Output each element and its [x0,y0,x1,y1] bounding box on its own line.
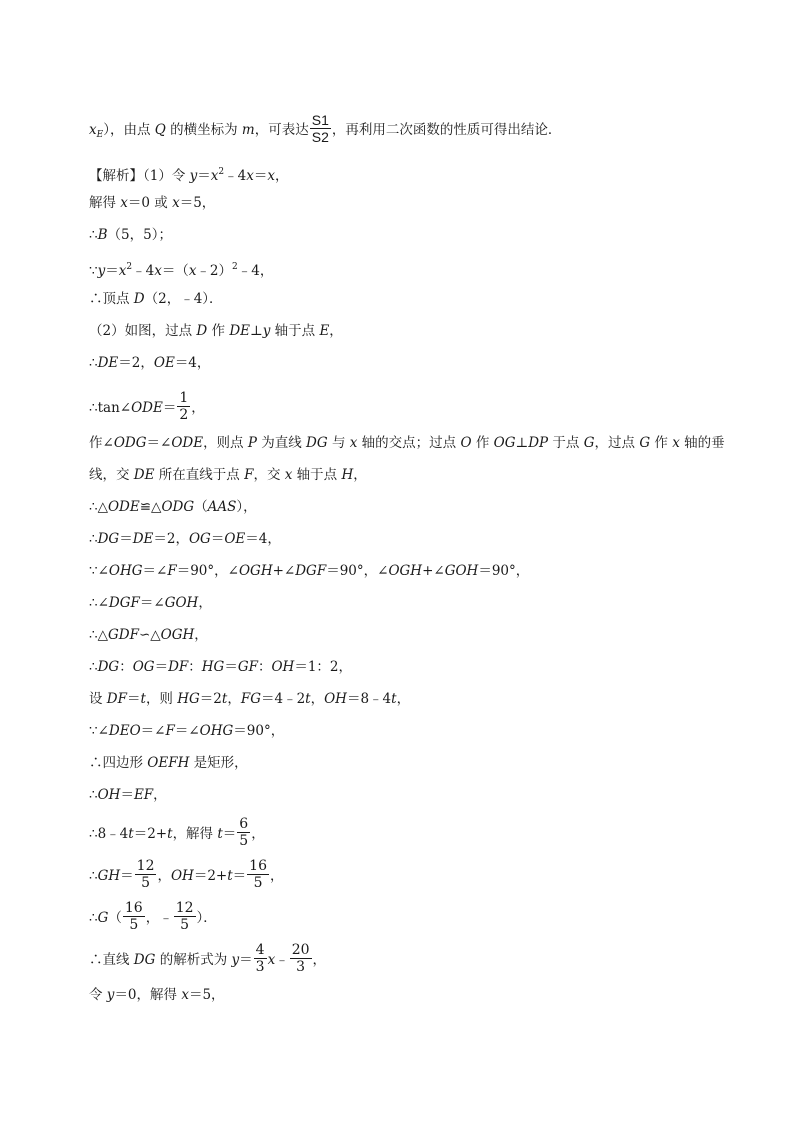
fraction [254,942,267,975]
math-variable: x [246,168,254,184]
math-variable: y [189,168,198,184]
math-variable: Q [154,122,166,138]
text-segment: 线，交 [89,467,134,483]
text-segment: ＝0 或 [127,195,173,211]
math-variable: t [167,826,173,842]
math-variable: x [89,122,97,138]
text-segment: ＝ [120,787,134,803]
text-segment: 轴的垂 [679,435,725,451]
text-segment: ＝ [224,659,238,675]
text-segment: ＝4， [174,355,211,371]
math-variable: x [181,987,189,1003]
math-variable: DGF [295,563,327,579]
math-variable: DG [133,952,156,968]
text-segment: ， [194,627,208,643]
text-segment: 所在直线于点 [154,467,245,483]
text-line [89,290,223,308]
text-line [89,466,367,484]
text-segment: ∴△ [89,499,108,515]
math-variable: x [284,467,293,483]
text-line [89,258,273,280]
math-variable: OH [324,691,347,707]
math-variable: B [97,227,108,243]
math-variable: y [231,952,240,968]
text-segment: ， [198,595,212,611]
text-segment: ＝ [232,868,247,884]
text-segment: ，则 [145,691,178,707]
text-segment: 作 [471,435,494,451]
superscript: 2 [218,167,225,177]
text-segment: 于点 [548,435,584,451]
fraction [135,858,157,891]
math-variable: GOH [444,563,479,579]
fraction-numerator: 6 [239,816,249,832]
text-segment: ＝90°，∠ [326,563,389,579]
text-line [89,322,343,340]
math-variable: H [341,467,354,483]
text-segment: ＝ [197,168,211,184]
math-variable: x [154,263,162,279]
text-segment: 轴于点 [292,467,342,483]
text-line [89,114,561,147]
text-segment: +∠ [272,563,296,579]
math-variable: DG [306,435,328,451]
text-line [89,690,410,708]
fraction-denominator: 5 [129,917,139,933]
text-segment: ＝4， [245,531,281,547]
text-segment: ＝∠ [146,435,172,451]
math-variable: DE [97,355,119,371]
math-variable: OGH [160,627,195,643]
math-variable: DG [97,531,120,547]
text-segment: ， [312,952,327,968]
fraction [290,942,312,975]
math-variable: t [391,691,397,707]
fraction [177,390,190,423]
text-segment: 设 [89,691,107,707]
text-segment: ＝2 [199,691,222,707]
text-segment: ），由点 [103,122,155,138]
math-variable: OHG [108,563,143,579]
text-segment: ＝ [162,400,177,416]
text-segment: ⊥ [515,435,529,451]
text-segment: ，交 [253,467,285,483]
math-variable: DGF [108,595,140,611]
fraction-denominator: 5 [141,875,151,891]
math-variable: OH [170,868,194,884]
text-segment: ： [188,659,202,675]
text-segment: 【解析】（1）令 [89,168,190,184]
math-variable: DF [106,691,127,707]
math-variable: ODE [107,499,140,515]
text-segment: ∴ [89,868,98,884]
fraction [247,858,269,891]
text-segment: ＝∠ [142,563,168,579]
text-segment: ＝90°， [233,723,285,739]
math-variable: t [221,691,228,707]
text-line [89,986,225,1004]
text-segment: ＝2+ [133,826,168,842]
text-segment: ＝2， [153,531,189,547]
text-segment: ﹣4 [132,263,155,279]
math-variable: DP [528,435,549,451]
text-segment: 轴于点 [270,323,320,339]
math-variable: D [133,291,145,307]
text-segment: 是矩形， [189,755,248,771]
text-segment: ∴8﹣4 [89,826,129,842]
text-segment: ∵ [89,263,98,279]
fraction-denominator: S2 [311,129,329,145]
text-segment: ﹣4 [224,168,247,184]
math-variable: y [97,263,106,279]
text-line [89,658,352,676]
math-variable: G [639,435,651,451]
text-segment: ，﹣ [145,910,173,926]
text-line [89,944,326,977]
fraction [123,900,145,933]
text-line [89,902,217,935]
math-variable: t [140,691,146,707]
text-line [89,226,172,244]
math-variable: y [106,987,115,1003]
math-variable: DG [97,659,120,675]
math-variable: EF [133,787,154,803]
text-segment: 与 [327,435,350,451]
text-segment: ﹣4， [237,263,274,279]
text-line [89,434,725,452]
text-segment: ＝ [253,168,268,184]
text-segment: （ [194,499,208,515]
text-segment: ， [396,691,411,707]
text-segment: 的横坐标为 [165,122,242,138]
text-segment: （5，5）； [107,227,172,243]
text-segment: 作 [207,323,230,339]
text-segment: ，再利用二次函数的性质可得出结论． [331,122,562,138]
math-variable: t [128,826,134,842]
text-segment: 为直线 [256,435,307,451]
text-line [89,354,210,372]
math-variable: x [267,952,276,968]
math-variable: OHG [199,723,234,739]
text-segment: ＝∠ [139,595,165,611]
text-segment: ∴tan∠ [89,400,132,416]
text-line [89,786,167,804]
text-segment: ＝90°，∠ [176,563,239,579]
text-segment: ＝ [154,659,169,675]
fraction-denominator: 5 [253,875,263,891]
fraction-denominator: 2 [179,407,189,423]
text-segment: ＝ [120,868,134,884]
fraction-numerator: 4 [255,942,265,958]
text-segment: ∴ [89,787,98,803]
text-line [89,163,288,185]
math-variable: OEFH [147,755,190,771]
text-segment: ﹣ [275,952,289,968]
math-variable: OG [493,435,516,451]
text-line [89,562,529,580]
text-line [89,722,284,740]
math-variable: x [188,263,197,279]
text-segment: ＝90°， [478,563,530,579]
math-variable: ODG [161,499,195,515]
text-segment: 作 [650,435,673,451]
text-line [89,754,248,772]
text-segment: ， [227,691,241,707]
fraction-numerator: 12 [175,900,194,916]
math-variable: F [165,723,175,739]
text-segment: 作∠ [89,435,114,451]
math-variable: GOH [164,595,199,611]
math-variable: O [460,435,472,451]
fraction [310,112,331,145]
math-variable: OH [97,787,121,803]
subscript: E [96,130,104,140]
fraction-numerator: S1 [311,112,329,128]
math-variable: OG [188,531,211,547]
text-segment: +∠ [422,563,445,579]
text-segment: ： [119,659,133,675]
text-line [89,594,212,612]
math-variable: OGH [388,563,423,579]
math-variable: t [227,868,233,884]
text-line [89,530,281,548]
text-segment: ＝∠ [174,723,200,739]
math-variable: x [120,195,128,211]
text-segment: ∴ [89,910,98,926]
text-segment: ＝ [105,263,119,279]
fraction-numerator: 1 [179,390,189,406]
text-segment: ， [329,323,343,339]
fraction [174,900,196,933]
text-line [89,818,265,851]
text-segment: ）． [196,910,217,926]
fraction-numerator: 20 [291,942,310,958]
text-segment: ＝ [210,531,225,547]
math-variable: ODE [171,435,204,451]
text-line [89,626,208,644]
math-variable: P [247,435,257,451]
text-segment: 令 [89,987,107,1003]
text-segment: ＝5， [188,987,225,1003]
fraction-numerator: 16 [124,900,143,916]
text-segment: ∴直线 [89,952,134,968]
text-segment: ∵∠ [89,563,109,579]
text-line [89,194,215,212]
text-segment: ＝2+ [193,868,228,884]
text-segment: ＝ [222,826,237,842]
math-variable: HG [201,659,225,675]
text-segment: ， [353,467,367,483]
math-variable: OH [271,659,295,675]
text-segment: ， [153,787,167,803]
math-variable: DEO [108,723,141,739]
math-variable: GF [237,659,258,675]
math-variable: y [262,323,271,339]
math-variable: m [241,122,255,138]
math-variable: OGH [238,563,273,579]
text-line [89,498,257,516]
fraction-denominator: 5 [239,833,249,849]
math-variable: x [267,168,275,184]
text-segment: ＝∠ [140,723,166,739]
text-segment: ＝ [239,952,253,968]
text-segment: ＝0，解得 [114,987,182,1003]
math-variable: AAS [207,499,237,515]
text-segment: ∽△ [138,627,161,643]
text-segment: ⊥ [250,323,263,339]
text-segment: 轴的交点；过点 [357,435,461,451]
text-segment: ∴ [89,227,98,243]
text-segment: ， [157,868,171,884]
text-segment: ≌△ [139,499,162,515]
text-segment: ， [191,400,205,416]
text-segment: 解得 [89,195,121,211]
math-variable: DE [132,531,154,547]
text-segment: ＝ [119,531,133,547]
fraction-numerator: 16 [249,858,267,874]
text-line [89,392,205,425]
math-variable: F [244,467,254,483]
math-variable: G [583,435,595,451]
fraction-numerator: 12 [136,858,155,874]
text-segment: ）， [236,499,257,515]
text-segment: ，解得 [172,826,218,842]
math-variable: OG [132,659,155,675]
math-variable: GDF [107,627,139,643]
text-segment: （2）如图，过点 [89,323,197,339]
text-segment: ，则点 [203,435,248,451]
fraction-denominator: 5 [180,917,190,933]
math-variable: OE [224,531,246,547]
math-variable: DE [133,467,155,483]
math-variable: t [305,691,311,707]
text-segment: （ [108,910,122,926]
text-segment: ∴ [89,659,98,675]
math-variable: x [172,195,180,211]
text-segment: ＝1：2， [294,659,353,675]
text-segment: ，可表达 [254,122,309,138]
text-segment: ＝4﹣2 [260,691,306,707]
text-segment: ∴四边形 [89,755,148,771]
math-variable: x [210,168,219,184]
text-segment: ∴顶点 [89,291,134,307]
text-segment: ， [270,868,284,884]
text-segment: ， [310,691,325,707]
math-variable: OE [153,355,175,371]
math-variable: DE [229,323,250,339]
superscript: 2 [126,262,133,272]
fraction-denominator: 3 [296,959,306,975]
text-segment: ， [251,826,265,842]
text-segment: ＝2， [118,355,154,371]
text-segment: ∵∠ [89,723,109,739]
text-segment: ∴∠ [89,595,109,611]
fraction [237,816,250,849]
math-variable: F [167,563,177,579]
math-variable: x [349,435,358,451]
text-line [89,860,284,893]
math-variable: E [319,323,330,339]
math-variable: FG [240,691,261,707]
math-variable: x [672,435,680,451]
math-variable: ODE [131,400,163,416]
text-segment: ﹣2） [196,263,233,279]
math-variable: t [217,826,223,842]
text-segment: ∴△ [89,627,108,643]
text-segment: ＝（ [161,263,189,279]
math-variable: D [196,323,208,339]
text-segment: ＝5， [179,195,216,211]
text-segment: ＝8﹣4 [346,691,392,707]
text-segment: ∴ [89,531,98,547]
math-variable: G [97,910,109,926]
math-variable: x [118,263,127,279]
text-segment: 的解析式为 [155,952,232,968]
text-segment: ， [274,168,289,184]
text-segment: （2，﹣4）． [144,291,223,307]
text-segment: ： [257,659,272,675]
text-segment: ，过点 [594,435,640,451]
text-segment: ＝ [127,691,141,707]
fraction-denominator: 3 [255,959,265,975]
math-variable: GH [97,868,121,884]
text-segment: ∴ [89,355,98,371]
math-variable: HG [177,691,200,707]
math-variable: ODG [113,435,147,451]
superscript: 2 [232,262,238,272]
math-variable: DF [168,659,189,675]
